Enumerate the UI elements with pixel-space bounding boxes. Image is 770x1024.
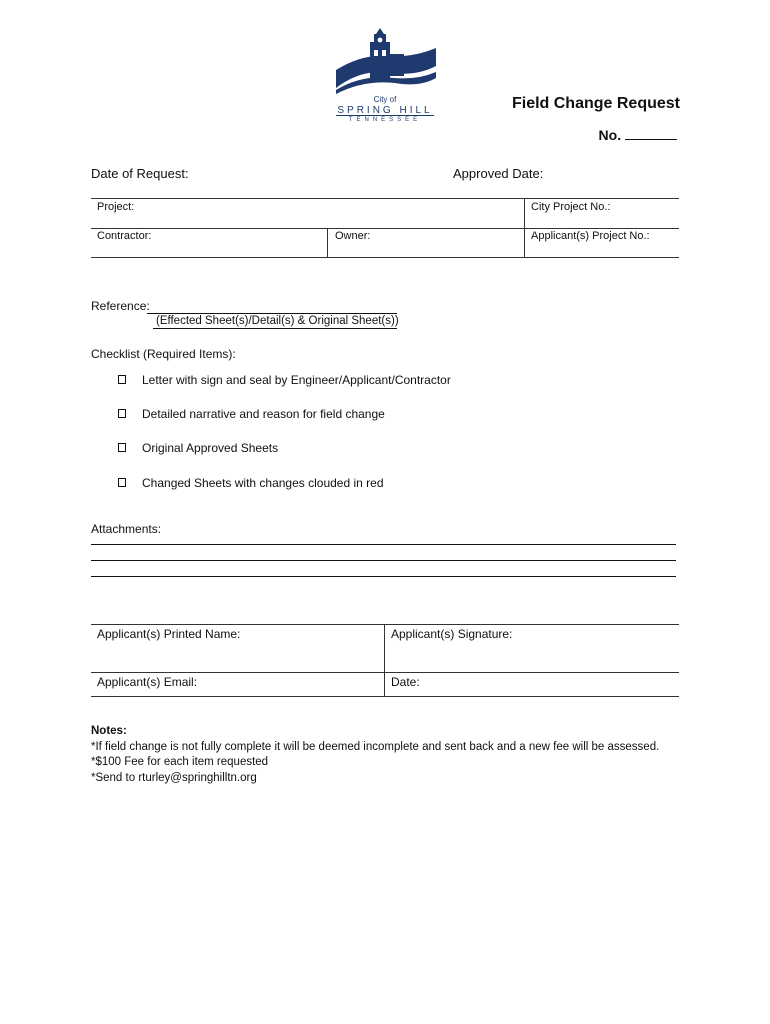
- attachments-line[interactable]: [91, 544, 676, 545]
- applicant-signature-field[interactable]: Applicant(s) Signature:: [391, 627, 513, 641]
- note-line: *If field change is not fully complete it will be deemed incomplete and sent back and a new fee will be assessed.: [91, 740, 660, 753]
- attachments-line[interactable]: [91, 560, 676, 561]
- applicant-project-no-field[interactable]: Applicant(s) Project No.:: [531, 230, 650, 242]
- page-title: Field Change Request: [511, 95, 680, 112]
- logo-text-spring-hill: SPRING HILL: [337, 105, 433, 116]
- checkbox[interactable]: [118, 409, 126, 418]
- table-mid-border: [91, 228, 679, 229]
- checkbox[interactable]: [118, 443, 126, 452]
- notes-title: Notes:: [91, 725, 127, 737]
- date-of-request-label: Date of Request:: [91, 166, 189, 181]
- applicant-table-divider: [384, 624, 385, 696]
- contractor-field[interactable]: Contractor:: [97, 230, 152, 242]
- attachments-label: Attachments:: [91, 522, 162, 536]
- reference-label: Reference:: [91, 299, 150, 313]
- applicant-table-mid: [91, 672, 679, 673]
- applicant-printed-name-field[interactable]: Applicant(s) Printed Name:: [97, 627, 241, 641]
- checkbox[interactable]: [118, 478, 126, 487]
- checkbox[interactable]: [118, 375, 126, 384]
- reference-caption-underline: [153, 328, 397, 329]
- approved-date-label: Approved Date:: [453, 166, 544, 181]
- note-line: *Send to rturley@springhilltn.org: [91, 771, 257, 784]
- project-field[interactable]: Project:: [97, 201, 135, 213]
- notes-section: [91, 724, 659, 786]
- table-top-border: [91, 198, 679, 199]
- checklist-item-label: Letter with sign and seal by Engineer/Applicant/Contractor: [142, 373, 451, 387]
- checklist-item-label: Original Approved Sheets: [142, 441, 279, 455]
- reference-caption: (Effected Sheet(s)/Detail(s) & Original Sheet(s)): [156, 315, 399, 327]
- logo-text-city-of: City of: [373, 95, 397, 104]
- logo-divider: [336, 115, 434, 116]
- reference-input-line[interactable]: [147, 313, 397, 314]
- attachments-line[interactable]: [91, 576, 676, 577]
- table-divider-mid: [327, 228, 328, 257]
- form-number: [540, 127, 677, 143]
- applicant-table-bottom: [91, 696, 679, 697]
- checklist-label: Checklist (Required Items):: [91, 347, 236, 361]
- city-project-no-field[interactable]: City Project No.:: [531, 201, 611, 213]
- checklist-item-label: Changed Sheets with changes clouded in red: [142, 476, 384, 490]
- form-number-field[interactable]: [625, 127, 677, 140]
- note-line: *$100 Fee for each item requested: [91, 756, 269, 768]
- checklist-item-label: Detailed narrative and reason for field change: [142, 407, 385, 421]
- owner-field[interactable]: Owner:: [335, 230, 371, 242]
- table-divider-right: [524, 198, 525, 257]
- date-field[interactable]: Date:: [391, 675, 420, 689]
- form-number-label: No.: [598, 127, 622, 143]
- applicant-table-top: [91, 624, 679, 625]
- applicant-email-field[interactable]: Applicant(s) Email:: [97, 675, 198, 689]
- logo-text-tennessee: TENNESSEE: [348, 117, 422, 123]
- table-bottom-border: [91, 257, 679, 258]
